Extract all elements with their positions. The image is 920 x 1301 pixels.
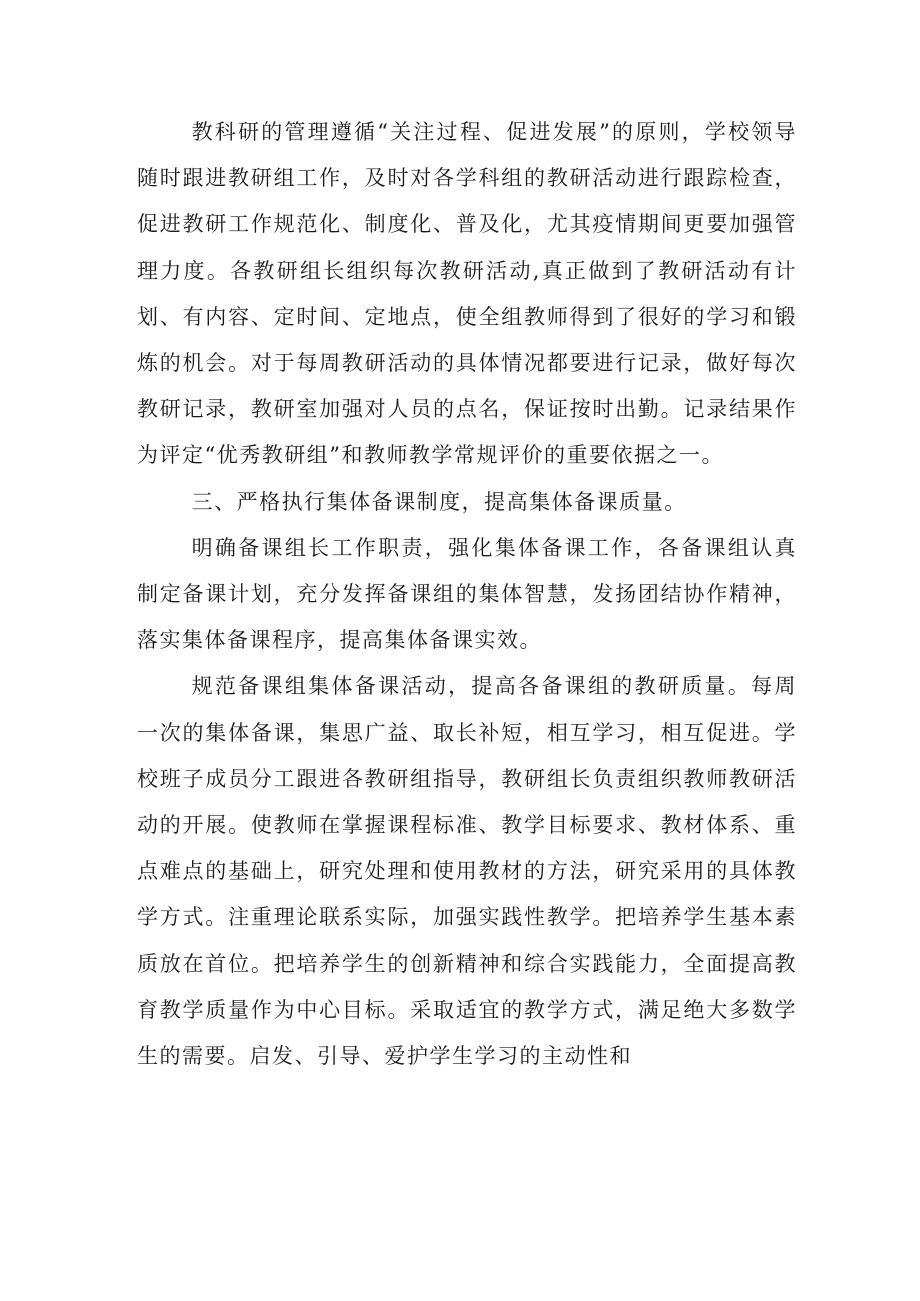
document-body [137,109,797,1079]
paragraph-group-leader-duties: 明确备课组长工作职责，强化集体备课工作，各备课组认真制定备课计划，充分发挥备课组的集体智慧，发扬团结协作精神，落实集体备课程序，提高集体备课实效。 [137,535,797,653]
paragraph-management: 教科研的管理遵循“关注过程、促进发展”的原则，学校领导随时跟进教研组工作，及时对各学科组的教研活动进行跟踪检查，促进教研工作规范化、制度化、普及化，尤其疫情期间更要加强管理力度。各教研组长组织每次教研活动,真正做到了教研活动有计划、有内容、定时间、定地点，使全组教师得到了很好的学习和锻炼的机会。对于每周教研活动的具体情况都要进行记录，做好每次教研记录，教研室加强对人员的点名，保证按时出勤。记录结果作为评定“优秀教研组”和教师教学常规评价的重要依据之一。 [137,120,797,468]
section-heading-collective-lesson-prep: 三、严格执行集体备课制度，提高集体备课质量。 [191,489,687,514]
paragraph-standardize-activities: 规范备课组集体备课活动，提高各备课组的教研质量。每周一次的集体备课，集思广益、取长补短，相互学习，相互促进。学校班子成员分工跟进各教研组指导，教研组长负责组织教师教研活动的开展。使教师在掌握课程标准、教学目标要求、教材体系、重点难点的基础上，研究处理和使用教材的方法，研究采用的具体教学方式。注重理论联系实际，加强实践性教学。把培养学生基本素质放在首位。把培养学生的创新精神和综合实践能力，全面提高教育教学质量作为中心目标。采取适宜的教学方式，满足绝大多数学生的需要。启发、引导、爱护学生学习的主动性和 [137,674,797,1069]
